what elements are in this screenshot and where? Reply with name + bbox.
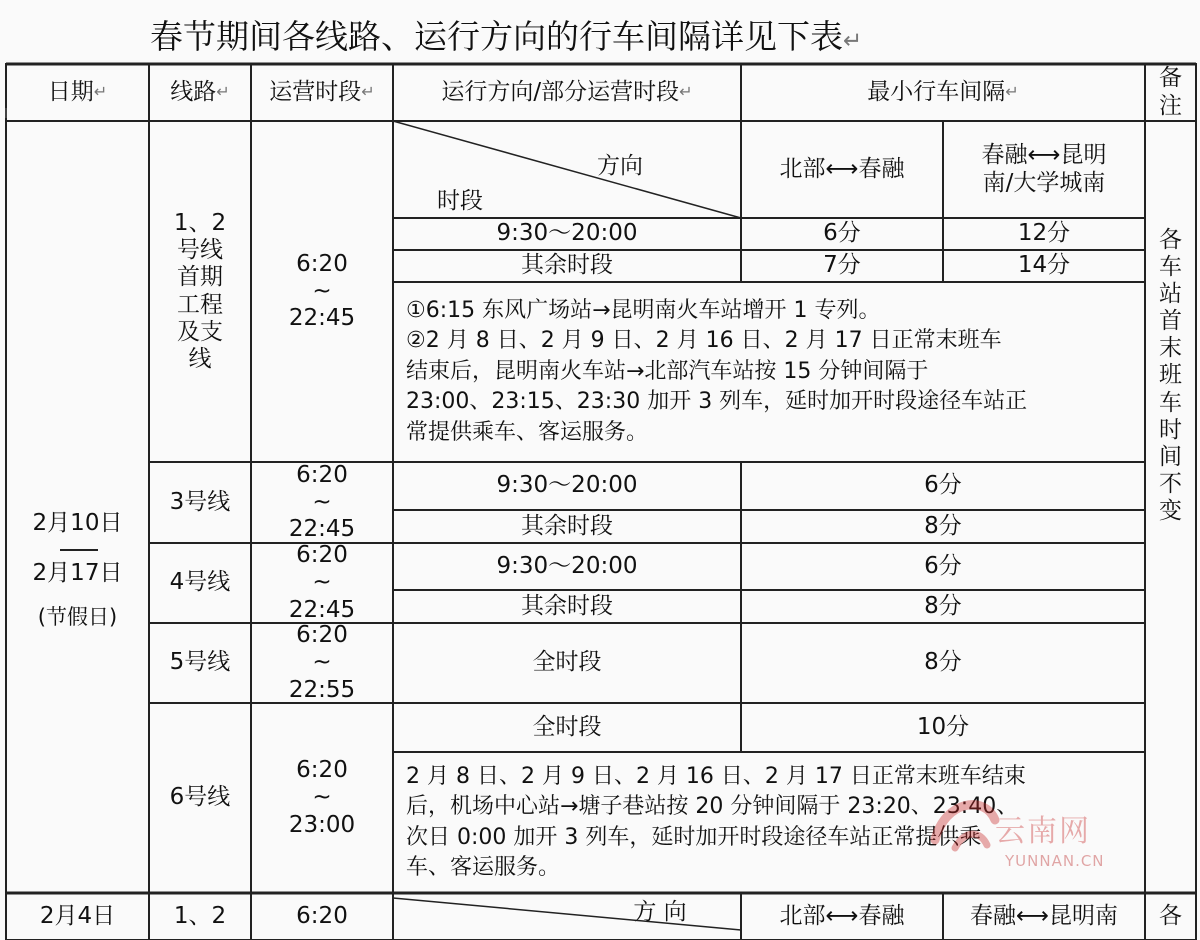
- l12-period-other: 其余时段: [521, 252, 613, 279]
- last-row-hours: 6:20: [296, 902, 348, 929]
- l3-other-interval: 8分: [924, 512, 962, 539]
- l12-other-north: 7分: [823, 252, 861, 279]
- note-column: 各 车 站 首 末 班 车 时 间 不 变: [1159, 226, 1182, 525]
- line-5-hours: 6:20 ~ 22:55: [288, 622, 356, 703]
- l3-period-other: 其余时段: [521, 512, 613, 539]
- last-row-note: 各: [1159, 902, 1182, 929]
- l4-peak-interval: 6分: [924, 552, 962, 579]
- line-6-name: 6号线: [169, 784, 231, 811]
- l5-period: 全时段: [532, 649, 602, 676]
- header-line: 线路 ↵: [170, 78, 230, 105]
- l12-peak-south: 12分: [1017, 220, 1071, 247]
- watermark-url: YUNNAN.CN: [1005, 852, 1105, 870]
- l3-peak-interval: 6分: [924, 472, 962, 499]
- line-3-hours: 6:20 ~ 22:45: [288, 461, 356, 543]
- l4-period-other: 其余时段: [521, 592, 613, 619]
- l4-other-interval: 8分: [924, 592, 962, 619]
- last-row-date: 2月4日: [39, 902, 116, 929]
- line-3-name: 3号线: [169, 488, 231, 515]
- header-interval: 最小行车间隔 ↵: [867, 78, 1019, 105]
- l12-note: ①6:15 东风广场站→昆明南火车站增开 1 专列。 ②2 月 8 日、2 月 9 日、2 月 16 日、2 月 17 日正常末班车 结束后，昆明南火车站→北部汽车站按 15 分钟间隔于 23:00、23:15、23:30 加开 3 列车，延时加开时段途径车站正 常提供乘车、客运服务。: [406, 298, 1028, 445]
- l3-period-peak: 9:30～20:00: [496, 472, 638, 499]
- l12-period-peak: 9:30～20:00: [496, 220, 638, 247]
- last-row-line: 1、2: [173, 902, 227, 929]
- l12-other-south: 14分: [1017, 252, 1071, 279]
- line-5-name: 5号线: [169, 649, 231, 676]
- l12-peak-north: 6分: [823, 220, 861, 247]
- l6-note: 2 月 8 日、2 月 9 日、2 月 16 日、2 月 17 日正常末班车结束 后，机场中心站→塘子巷站按 20 分钟间隔于 23:20、23:40、 次日 0:00 加开 3 列车，延时加开时段途径车站正常提供乘 车、客运服务。: [406, 763, 1026, 880]
- header-note: 备 注: [1159, 65, 1182, 119]
- line-6-hours: 6:20 ~ 23:00: [288, 757, 356, 838]
- diagonal-label-direction: 方向: [597, 153, 643, 180]
- last-row-south: 春融⟷昆明南: [970, 902, 1118, 929]
- last-row-direction: 方 向: [633, 899, 687, 926]
- watermark-brand: 云南网: [995, 814, 1091, 849]
- l6-period: 全时段: [532, 713, 602, 740]
- header-hours: 运营时段 ↵: [269, 78, 375, 105]
- line-4-hours: 6:20 ~ 22:45: [288, 542, 356, 623]
- direction-north: 北部⟷春融: [779, 155, 905, 182]
- page-title: 春节期间各线路、运行方向的行车间隔详见下表↵: [150, 17, 863, 56]
- line-1-2-hours: 6:20 ~ 22:45: [288, 250, 356, 332]
- diagonal-label-time: 时段: [437, 188, 483, 215]
- date-range: 2月10日 2月17日 (节假日): [32, 510, 123, 629]
- l5-interval: 8分: [924, 649, 962, 676]
- last-row-north: 北部⟷春融: [779, 902, 905, 929]
- header-direction: 运行方向/部分运营时段 ↵: [441, 78, 693, 105]
- header-date: 日期 ↵: [47, 78, 108, 105]
- l6-interval: 10分: [916, 713, 970, 740]
- l4-period-peak: 9:30～20:00: [496, 552, 638, 579]
- direction-south: 春融⟷昆明 南/大学城南: [981, 142, 1107, 196]
- line-1-2-name: 1、2 号线 首期 工程 及支 线: [173, 210, 227, 372]
- line-4-name: 4号线: [169, 569, 231, 596]
